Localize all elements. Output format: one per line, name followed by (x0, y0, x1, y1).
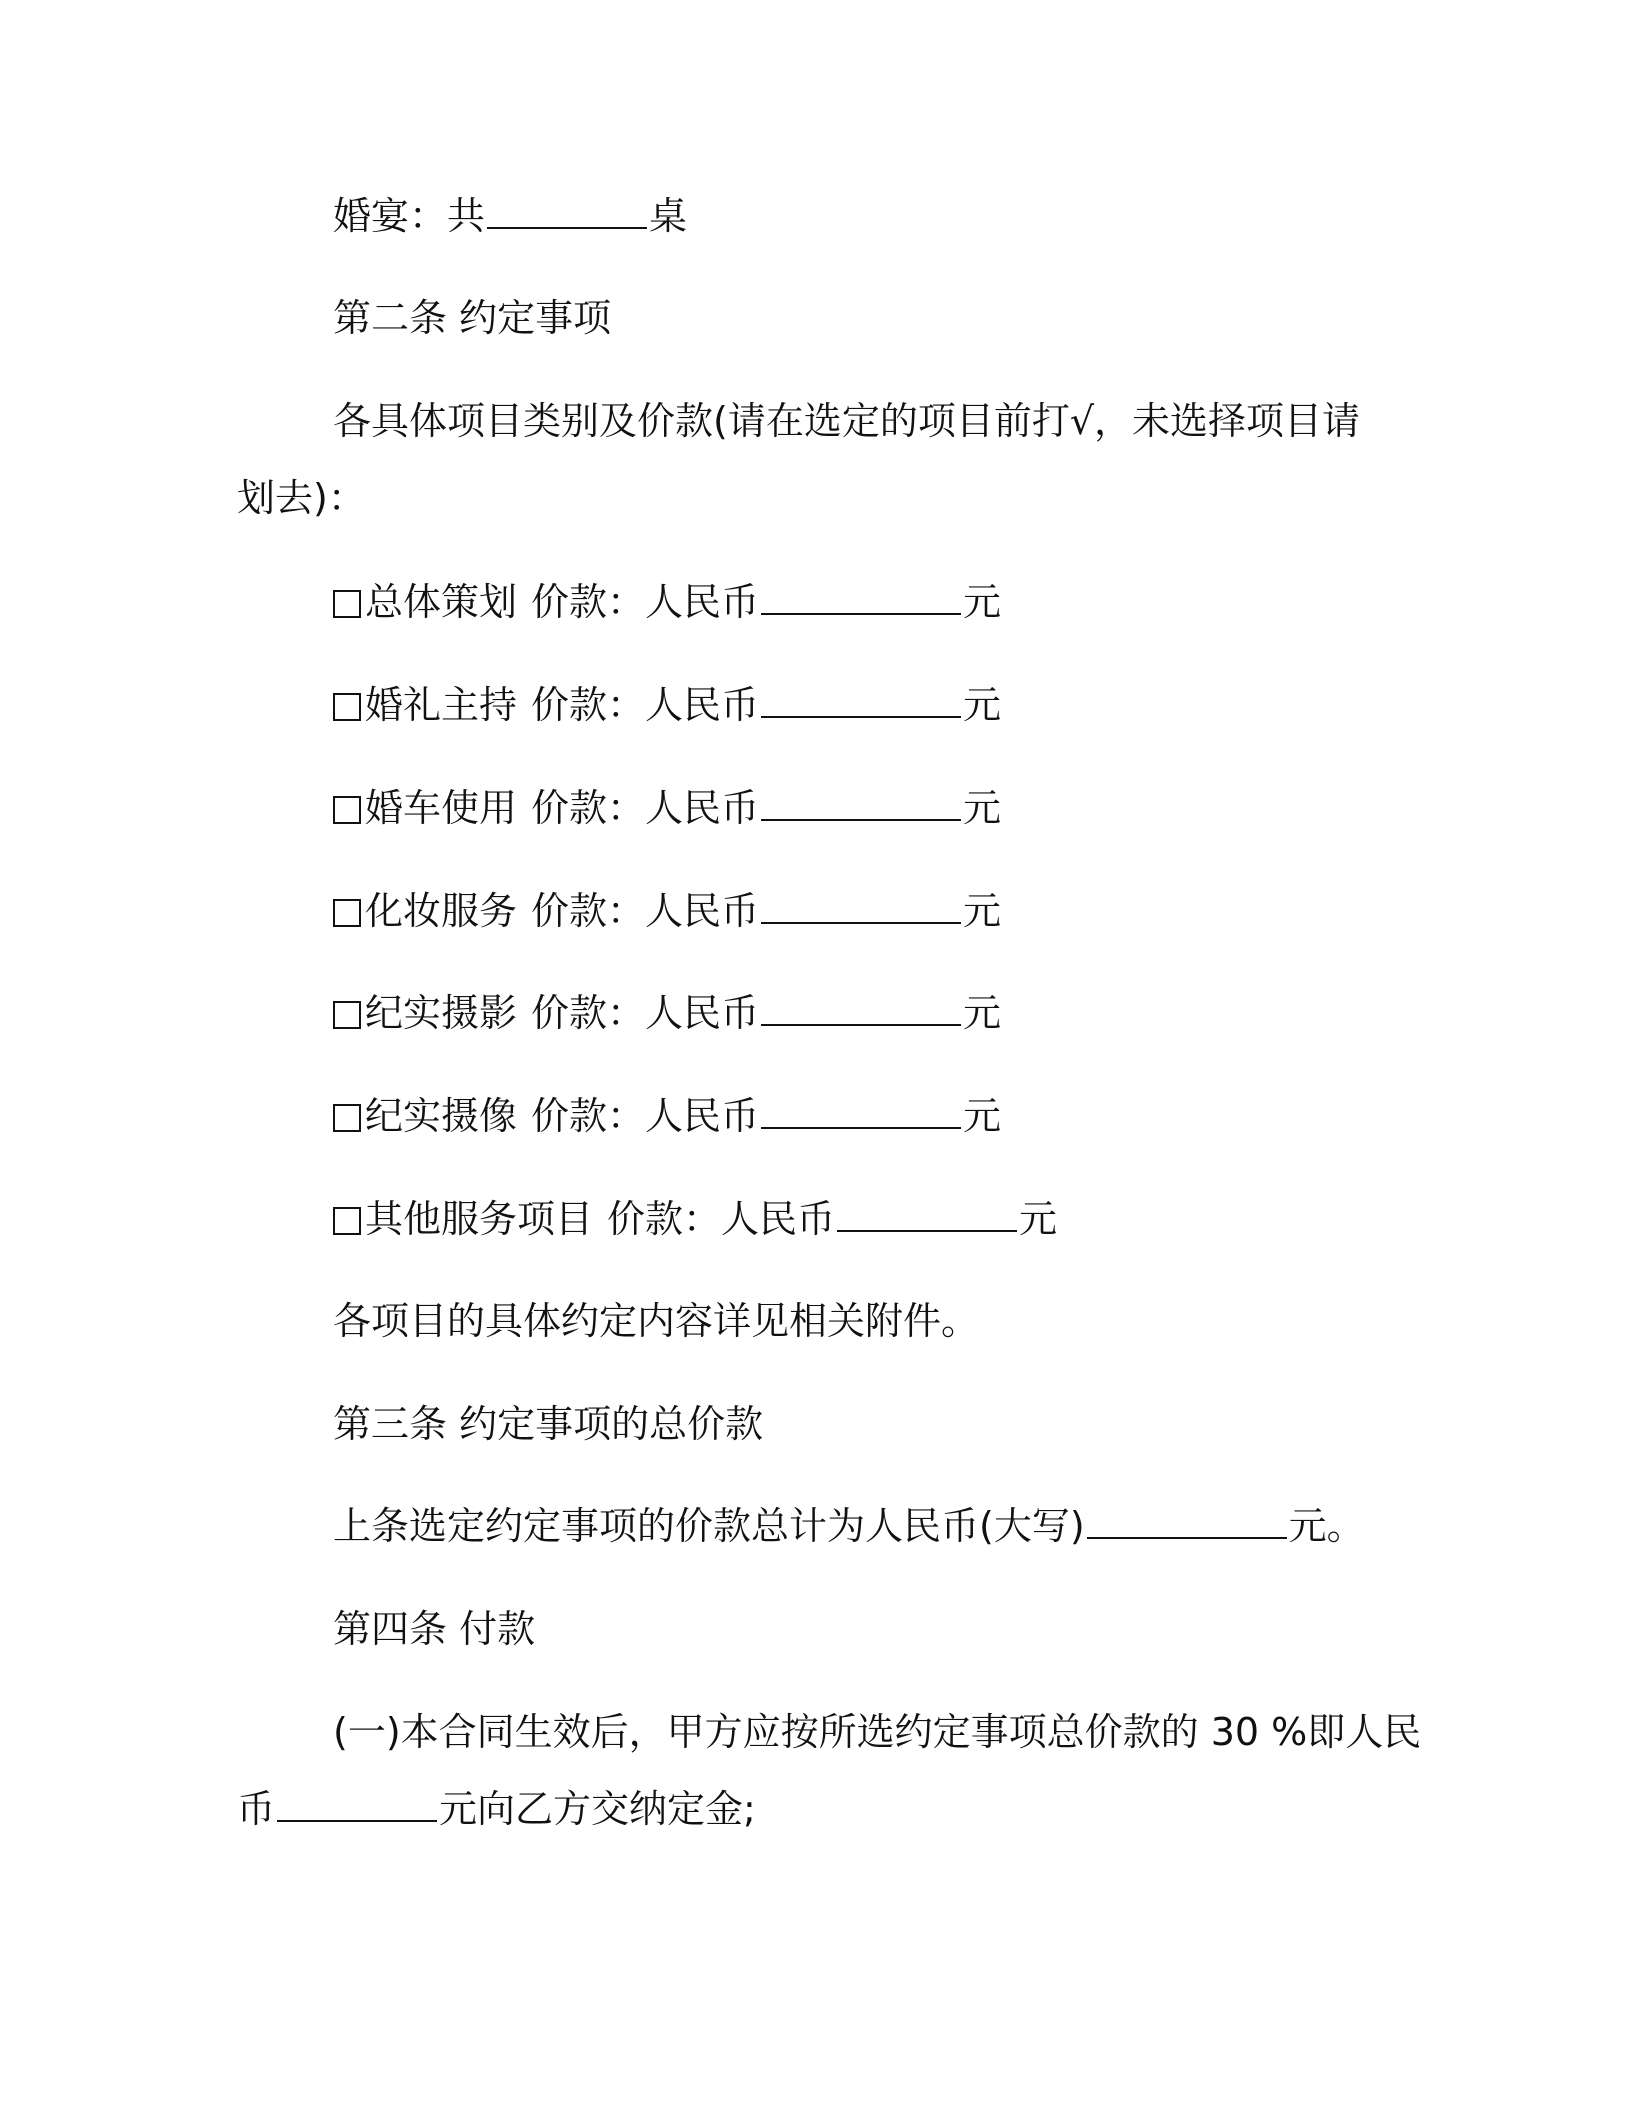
banquet-unit: 桌 (649, 194, 688, 238)
price-unit: 元 (963, 786, 1002, 830)
price-blank[interactable] (761, 684, 961, 718)
item-name: 其他服务项目 (365, 1197, 594, 1241)
price-blank[interactable] (837, 1198, 1017, 1232)
article2-intro-line1: 各具体项目类别及价款(请在选定的项目前打√，未选择项目请 (333, 399, 1361, 443)
item-name: 婚礼主持 (365, 683, 518, 727)
item-name: 婚车使用 (365, 786, 518, 830)
item-row (333, 579, 1001, 625)
item-row (333, 1093, 1001, 1139)
article3-text-line (333, 1503, 1365, 1549)
price-blank[interactable] (761, 890, 961, 924)
price-unit: 元 (963, 1094, 1002, 1138)
article4-clause1-line1: (一)本合同生效后，甲方应按所选约定事项总价款的 30 %即人民 (333, 1710, 1422, 1754)
article3-title: 第三条 约定事项的总价款 (333, 1402, 764, 1446)
checkbox[interactable] (333, 1207, 361, 1235)
article4-title: 第四条 付款 (333, 1607, 536, 1651)
item-row (333, 1196, 1057, 1242)
deposit-blank[interactable] (277, 1788, 437, 1822)
price-label: 价款：人民币 (531, 889, 760, 933)
banquet-tables-blank[interactable] (487, 195, 647, 229)
clause1-suffix: 元向乙方交纳定金; (439, 1787, 756, 1831)
item-name: 总体策划 (365, 580, 518, 624)
checkbox[interactable] (333, 1001, 361, 1029)
item-name: 化妆服务 (365, 889, 518, 933)
checkbox[interactable] (333, 899, 361, 927)
item-row (333, 990, 1001, 1036)
appendix-note: 各项目的具体约定内容详见相关附件。 (333, 1299, 980, 1343)
total-price-blank[interactable] (1087, 1505, 1287, 1539)
price-label: 价款：人民币 (531, 683, 760, 727)
article3-text: 上条选定约定事项的价款总计为人民币(大写) (333, 1504, 1085, 1548)
item-row (333, 785, 1001, 831)
clause1-prefix: 币 (237, 1787, 276, 1831)
item-row (333, 888, 1001, 934)
article4-clause1-line2 (237, 1786, 756, 1832)
checkbox[interactable] (333, 796, 361, 824)
price-blank[interactable] (761, 787, 961, 821)
price-unit: 元 (963, 991, 1002, 1035)
price-blank[interactable] (761, 992, 961, 1026)
item-name: 纪实摄像 (365, 1094, 518, 1138)
price-unit: 元 (1019, 1197, 1058, 1241)
item-row (333, 682, 1001, 728)
price-label: 价款：人民币 (531, 991, 760, 1035)
price-label: 价款：人民币 (607, 1197, 836, 1241)
article2-title: 第二条 约定事项 (333, 296, 612, 340)
checkbox[interactable] (333, 1104, 361, 1132)
price-unit: 元 (963, 889, 1002, 933)
banquet-label: 婚宴：共 (333, 194, 486, 238)
price-label: 价款：人民币 (531, 786, 760, 830)
price-unit: 元 (963, 683, 1002, 727)
item-name: 纪实摄影 (365, 991, 518, 1035)
checkbox[interactable] (333, 693, 361, 721)
price-label: 价款：人民币 (531, 1094, 760, 1138)
price-label: 价款：人民币 (531, 580, 760, 624)
price-blank[interactable] (761, 581, 961, 615)
banquet-line (333, 193, 687, 239)
checkbox[interactable] (333, 590, 361, 618)
price-blank[interactable] (761, 1095, 961, 1129)
article2-intro-line2: 划去)： (237, 476, 366, 520)
price-unit: 元 (963, 580, 1002, 624)
article3-unit: 元。 (1288, 1504, 1365, 1548)
